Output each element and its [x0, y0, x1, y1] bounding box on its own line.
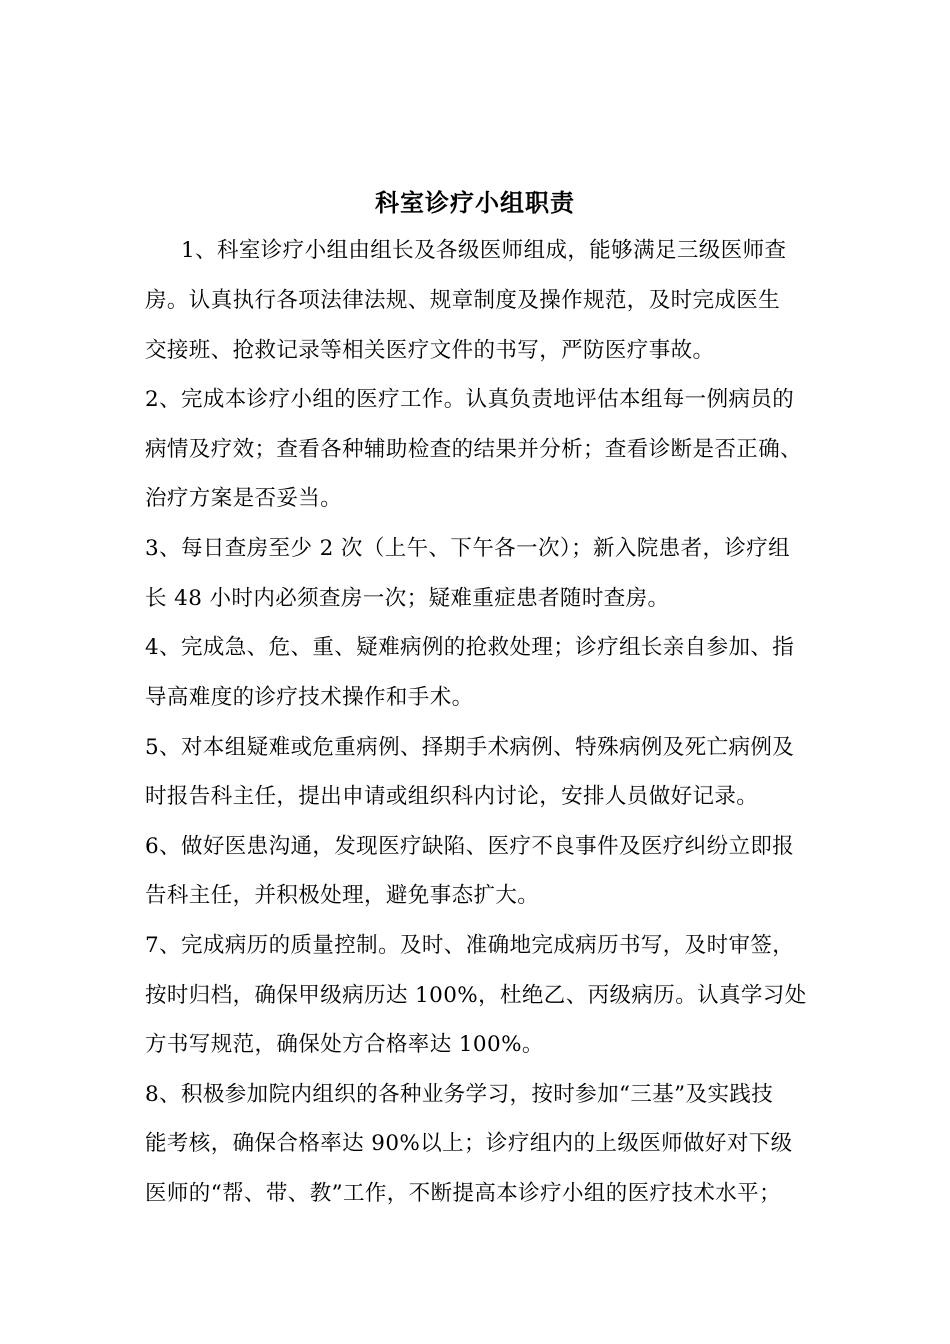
- text-line: 导高难度的诊疗技术操作和手术。: [145, 685, 474, 710]
- text-line: 时报告科主任，提出申请或组织科内讨论，安排人员做好记录。: [145, 784, 759, 809]
- text-line: 5、对本组疑难或危重病例、择期手术病例、特殊病例及死亡病例及: [145, 735, 795, 760]
- text-line: 长 48 小时内必须查房一次；疑难重症患者随时查房。: [145, 586, 670, 611]
- text-line: 3、每日查房至少 2 次（上午、下午各一次）；新入院患者，诊疗组: [145, 536, 791, 561]
- document-title: 科室诊疗小组职责: [375, 188, 575, 217]
- text-line: 按时归档，确保甲级病历达 100%，杜绝乙、丙级病历。认真学习处: [145, 983, 807, 1008]
- text-line: 方书写规范，确保处方合格率达 100%。: [145, 1032, 544, 1057]
- text-line: 4、完成急、危、重、疑难病例的抢救处理；诊疗组长亲自参加、指: [145, 635, 795, 660]
- text-line: 告科主任，并积极处理，避免事态扩大。: [145, 883, 540, 908]
- text-line: 病情及疗效；查看各种辅助检查的结果并分析；查看诊断是否正确、: [145, 437, 803, 462]
- text-line: 1、科室诊疗小组由组长及各级医师组成，能够满足三级医师查: [181, 238, 787, 263]
- text-line: 2、完成本诊疗小组的医疗工作。认真负责地评估本组每一例病员的: [145, 387, 795, 412]
- text-line: 治疗方案是否妥当。: [145, 486, 343, 511]
- text-line: 7、完成病历的质量控制。及时、准确地完成病历书写，及时审签，: [145, 933, 795, 958]
- text-line: 8、积极参加院内组织的各种业务学习，按时参加“三基”及实践技: [145, 1082, 774, 1107]
- text-line: 能考核，确保合格率达 90%以上；诊疗组内的上级医师做好对下级: [145, 1131, 793, 1156]
- text-line: 医师的“帮、带、教”工作，不断提高本诊疗小组的医疗技术水平；: [145, 1181, 781, 1206]
- text-line: 交接班、抢救记录等相关医疗文件的书写，严防医疗事故。: [145, 338, 715, 363]
- text-line: 房。认真执行各项法律法规、规章制度及操作规范，及时完成医生: [145, 288, 781, 313]
- text-line: 6、做好医患沟通，发现医疗缺陷、医疗不良事件及医疗纠纷立即报: [145, 834, 795, 859]
